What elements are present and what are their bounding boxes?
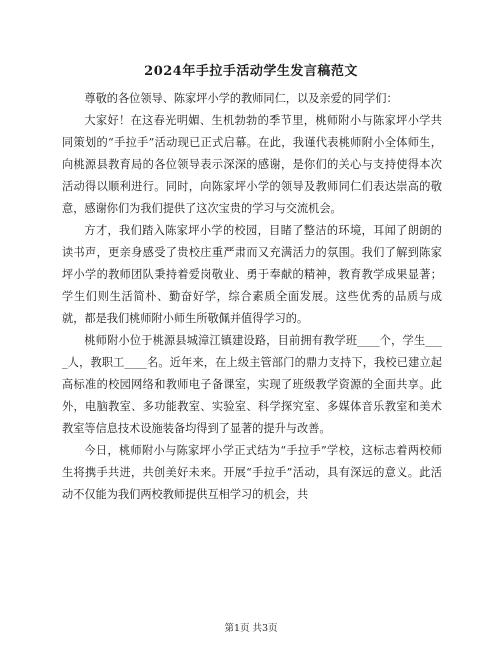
page-footer: 第1页 共3页 xyxy=(224,623,278,634)
document-body xyxy=(62,88,442,506)
body-paragraph: 今日，桃师附小与陈家坪小学正式结为“手拉手”学校，这标志着两校师生将携手共进，共创美好未来。开展“手拉手”活动，具有深远的意义。此活动不仅能为我们两校教师提供互相学习的机会，共 xyxy=(62,444,442,501)
document-title: 2024年手拉手活动学生发言稿范文 xyxy=(144,64,358,79)
body-paragraph: 方才，我们踏入陈家坪小学的校园，目睹了整洁的环境，耳闻了朗朗的读书声，更亲身感受了贵校庄重严肃而又充满活力的氛围。我们了解到陈家坪小学的教师团队秉持着爱岗敬业、勇于奉献的精神，教育教学成果显著；学生们则生活简朴、勤奋好学，综合素质全面发展。这些优秀的品质与成就，都是我们桃师附小师生所敬佩并值得学习的。 xyxy=(62,224,442,325)
salutation-paragraph: 尊敬的各位领导、陈家坪小学的教师同仁，以及亲爱的同学们： xyxy=(84,92,398,105)
body-paragraph: 大家好！在这春光明媚、生机勃勃的季节里，桃师附小与陈家坪小学共同策划的“手拉手”活动现已正式启幕。在此，我谨代表桃师附小全体师生，向桃源县教育局的各位领导表示深深的感谢，是你们的关心与支持使得本次活动得以顺利进行。同时，向陈家坪小学的领导及教师同仁们表达崇高的敬意，感谢你们为我们提供了这次宝贵的学习与交流机会。 xyxy=(62,114,442,215)
body-paragraph: 桃师附小位于桃源县城漳江镇建设路，目前拥有教学班____个，学生____人，教职工____名。近年来，在上级主管部门的鼎力支持下，我校已建立起高标准的校园网络和教师电子备课室，实现了班级教学资源的全面共享。此外，电脑教室、多功能教室、实验室、科学探究室、多媒体音乐教室和美术教室等信息技术设施装备均得到了显著的提升与改善。 xyxy=(62,334,442,435)
